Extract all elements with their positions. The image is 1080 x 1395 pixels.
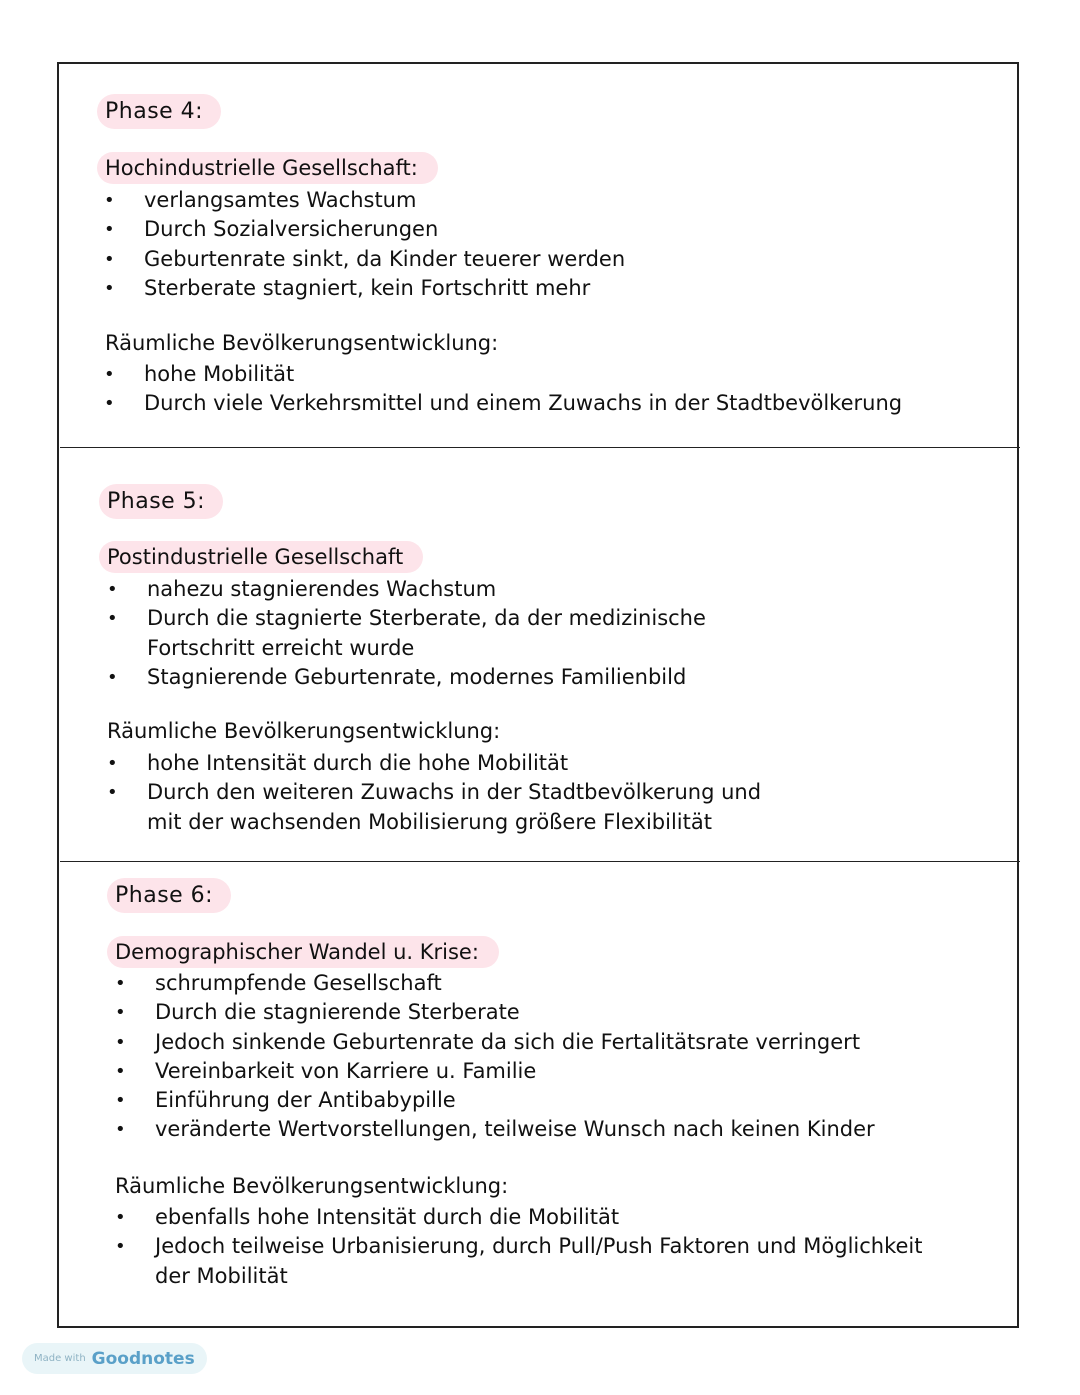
list-item: • nahezu stagnierendes Wachstum — [105, 575, 706, 604]
phase-6-society-heading: Demographischer Wandel u. Krise: — [107, 936, 499, 968]
phase-5-bullet-list — [105, 575, 706, 692]
phase-4-label: Phase 4: — [97, 94, 221, 129]
list-item: • Durch die stagnierende Sterberate — [113, 998, 875, 1027]
section-divider — [60, 447, 1020, 448]
list-item-line: mit der wachsenden Mobilisierung größere Flexibilität — [147, 809, 712, 834]
list-item-line: • Durch den weiteren Zuwachs in der Stadtbevölkerung und — [147, 780, 762, 805]
list-item: • Jedoch sinkende Geburtenrate da sich die Fertalitätsrate verringert — [113, 1028, 875, 1057]
phase-6-spatial-list — [113, 1203, 923, 1291]
phase-5-spatial-heading: Räumliche Bevölkerungsentwicklung: — [107, 719, 501, 743]
list-item: • Durch Sozialversicherungen — [102, 215, 625, 244]
list-item: • hohe Intensität durch die hohe Mobilität — [105, 749, 761, 778]
list-item — [113, 1232, 923, 1291]
list-item-line: der Mobilität — [155, 1263, 288, 1288]
list-item: • veränderte Wertvorstellungen, teilweise Wunsch nach keinen Kinder — [113, 1115, 875, 1144]
list-item: • Einführung der Antibabypille — [113, 1086, 875, 1115]
list-item-line: • Jedoch teilweise Urbanisierung, durch Pull/Push Faktoren und Möglichkeit — [155, 1234, 923, 1259]
watermark-brand: Goodnotes — [91, 1348, 195, 1369]
list-item: • Stagnierende Geburtenrate, modernes Familienbild — [105, 663, 706, 692]
list-item: • Vereinbarkeit von Karriere u. Familie — [113, 1057, 875, 1086]
goodnotes-watermark — [22, 1343, 207, 1374]
list-item: • Durch viele Verkehrsmittel und einem Zuwachs in der Stadtbevölkerung — [102, 389, 902, 418]
phase-6-bullet-list — [113, 969, 875, 1145]
phase-6-spatial-heading: Räumliche Bevölkerungsentwicklung: — [115, 1174, 509, 1198]
phase-4-spatial-heading: Räumliche Bevölkerungsentwicklung: — [105, 331, 499, 355]
list-item: • verlangsamtes Wachstum — [102, 186, 625, 215]
list-item — [105, 604, 706, 663]
list-item-line: Fortschritt erreicht wurde — [147, 635, 415, 660]
list-item: • hohe Mobilität — [102, 360, 902, 389]
list-item — [105, 778, 761, 837]
phase-5-society-heading: Postindustrielle Gesellschaft — [99, 541, 423, 573]
phase-5-spatial-list — [105, 749, 761, 837]
list-item: • Geburtenrate sinkt, da Kinder teuerer werden — [102, 245, 625, 274]
phase-6-label: Phase 6: — [107, 878, 231, 913]
phase-5-label: Phase 5: — [99, 484, 223, 519]
list-item: • ebenfalls hohe Intensität durch die Mobilität — [113, 1203, 923, 1232]
watermark-prefix: Made with — [34, 1353, 86, 1364]
list-item: • Sterberate stagniert, kein Fortschritt mehr — [102, 274, 625, 303]
section-divider — [60, 861, 1020, 862]
list-item-line: • Durch die stagnierte Sterberate, da der medizinische — [147, 606, 706, 631]
list-item: • schrumpfende Gesellschaft — [113, 969, 875, 998]
phase-4-society-heading: Hochindustrielle Gesellschaft: — [97, 152, 438, 184]
phase-4-spatial-list — [102, 360, 902, 419]
phase-4-bullet-list — [102, 186, 625, 303]
